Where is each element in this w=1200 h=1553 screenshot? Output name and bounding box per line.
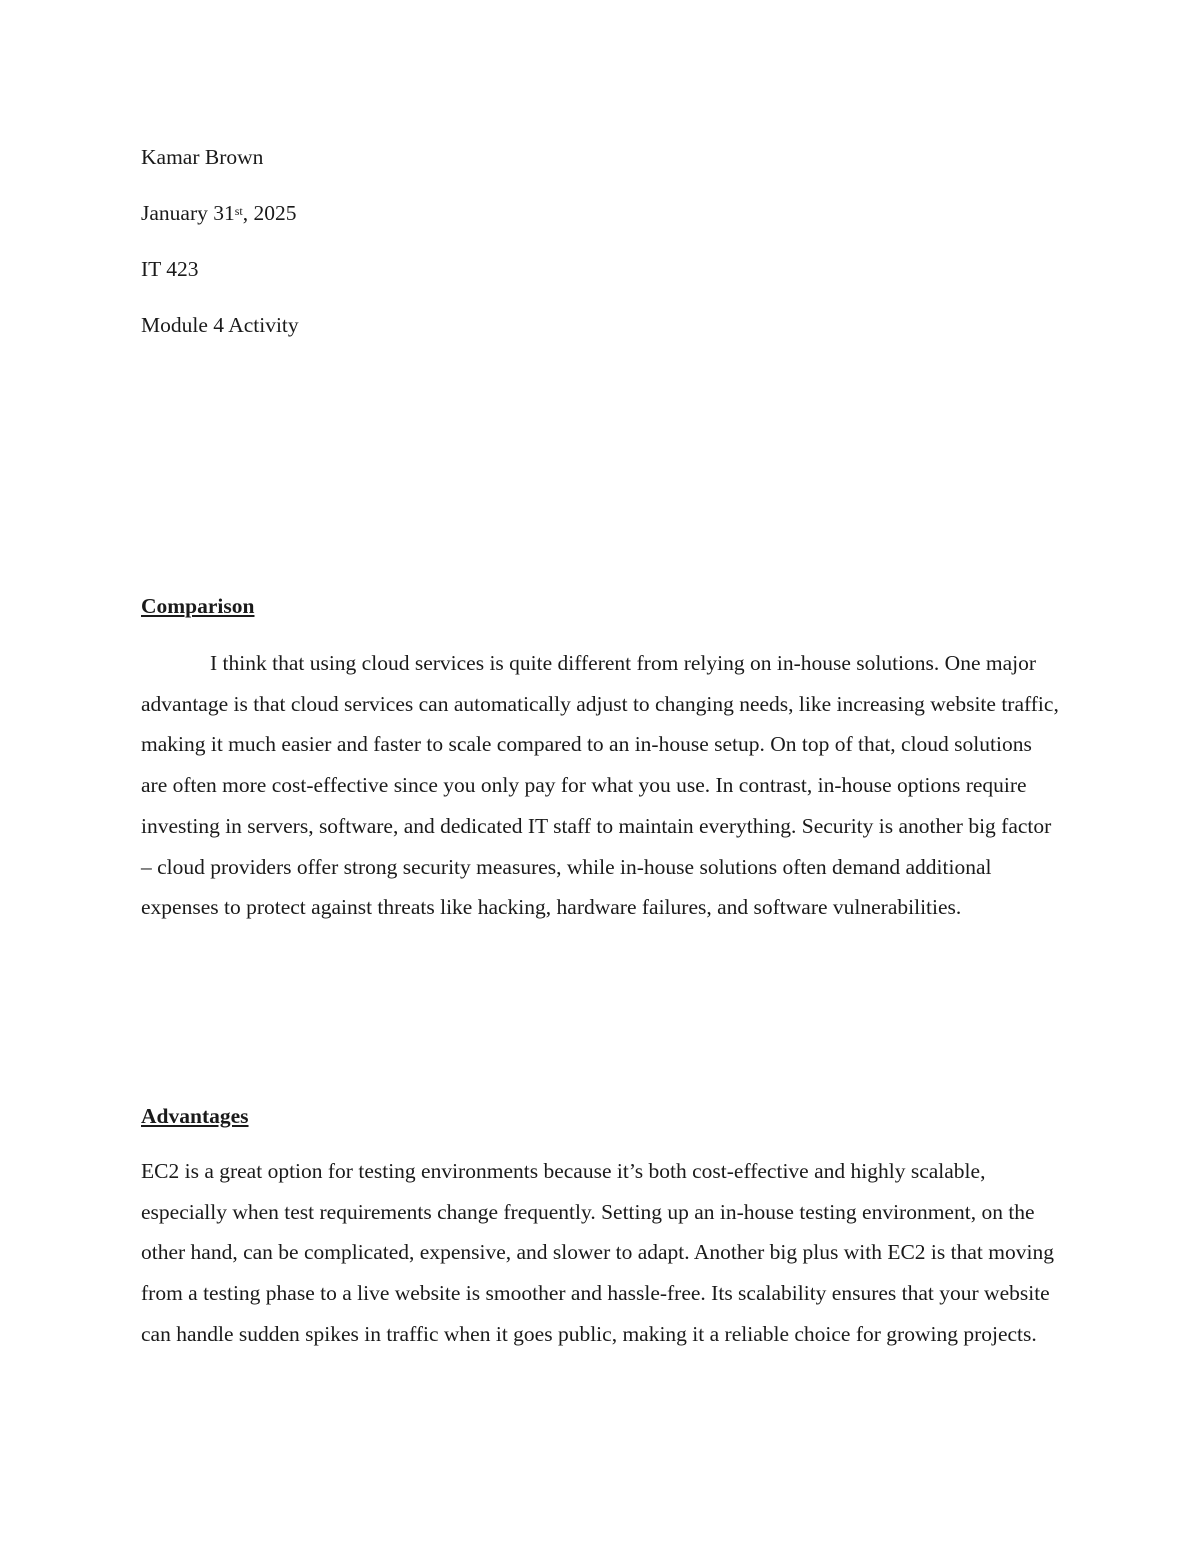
assignment-title: Module 4 Activity	[141, 313, 299, 337]
course-code: IT 423	[141, 257, 199, 281]
date-month-day: January 31	[141, 201, 235, 225]
advantages-heading: Advantages	[141, 1104, 249, 1128]
advantages-paragraph: EC2 is a great option for testing environments because it’s both cost-effective and highly scalable, especially when test requirements change frequently. Setting up an in-house testing environment, on the other hand, can be complicated, expensive, and slower to adapt. Another big plus with EC2 is that moving from a testing phase to a live website is smoother and hassle-free. Its scalability ensures that your website can handle sudden spikes in traffic when it goes public, making it a reliable choice for growing projects.	[141, 1159, 1054, 1346]
author-name: Kamar Brown	[141, 145, 264, 169]
comparison-paragraph: I think that using cloud services is quite different from relying on in-house solutions. One major advantage is that cloud services can automatically adjust to changing needs, like increasing website traffic, making it much easier and faster to scale compared to an in-house setup. On top of that, cloud solutions are often more cost-effective since you only pay for what you use. In contrast, in-house options require investing in servers, software, and dedicated IT staff to maintain everything. Security is another big factor – cloud providers offer strong security measures, while in-house solutions often demand additional expenses to protect against threats like hacking, hardware failures, and software vulnerabilities.	[141, 651, 1059, 920]
document-date	[141, 199, 297, 227]
comparison-heading: Comparison	[141, 594, 255, 618]
date-ordinal-suffix: st	[234, 204, 243, 218]
date-year: , 2025	[242, 201, 297, 225]
